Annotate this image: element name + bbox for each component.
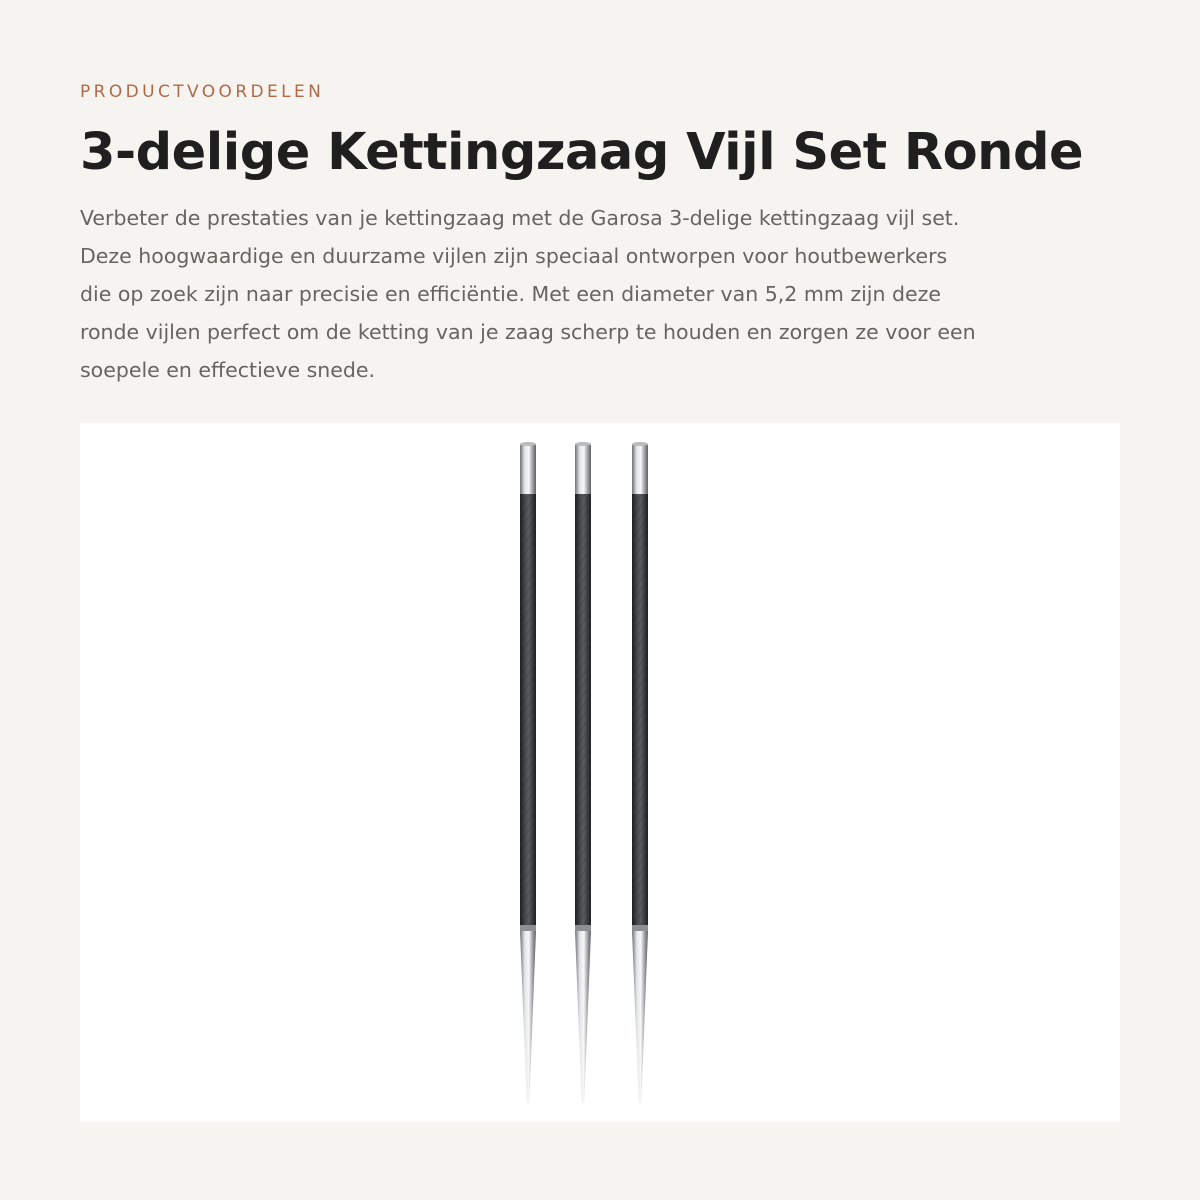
chainsaw-file-2: [575, 442, 591, 1103]
product-description: [80, 199, 1080, 389]
description-line: Verbeter de prestaties van je kettingzaag met de Garosa 3-delige kettingzaag vijl set.: [80, 206, 960, 230]
description-line: soepele en effectieve snede.: [80, 358, 376, 382]
section-eyebrow: PRODUCTVOORDELEN: [80, 82, 325, 102]
product-image: [80, 423, 1120, 1122]
description-line: Deze hoogwaardige en duurzame vijlen zijn speciaal ontworpen voor houtbewerkers: [80, 244, 948, 268]
page-title: 3-delige Kettingzaag Vijl Set Ronde: [80, 123, 1084, 182]
description-line: die op zoek zijn naar precisie en efficiëntie. Met een diameter van 5,2 mm zijn deze: [80, 282, 941, 306]
chainsaw-file-3: [632, 442, 648, 1103]
chainsaw-file-1: [520, 442, 536, 1103]
chainsaw-files-illustration: [80, 423, 1120, 1122]
description-line: ronde vijlen perfect om de ketting van je zaag scherp te houden en zorgen ze voor een: [80, 320, 976, 344]
